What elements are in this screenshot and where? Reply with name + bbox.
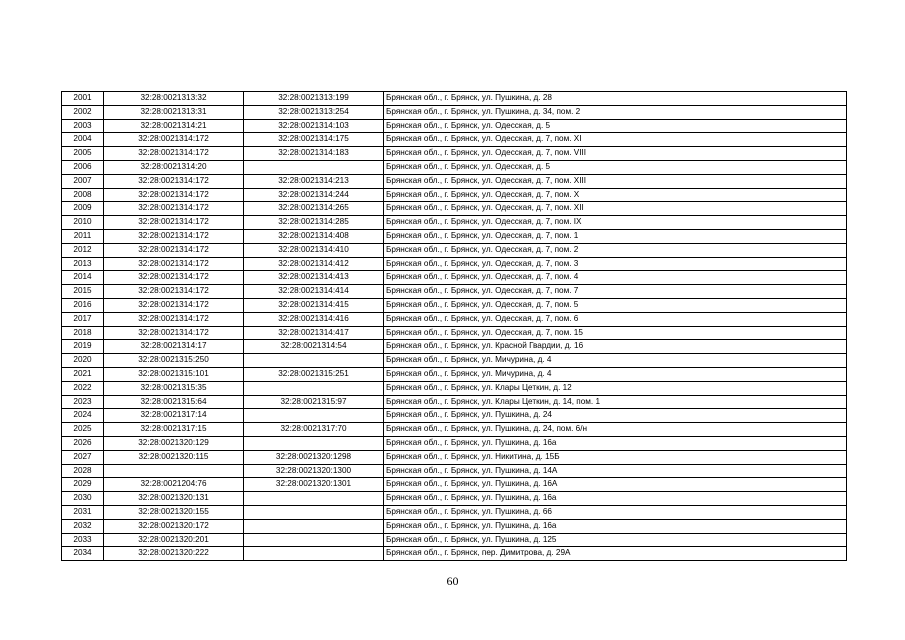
- object-cadastral-number-cell: [244, 409, 384, 423]
- address-cell: Брянская обл., г. Брянск, ул. Пушкина, д. 16А: [384, 478, 847, 492]
- object-cadastral-number-cell: [244, 505, 384, 519]
- table-row: [62, 174, 847, 188]
- table-row: [62, 354, 847, 368]
- row-number-cell: 2013: [62, 257, 104, 271]
- row-number-cell: 2024: [62, 409, 104, 423]
- row-number-cell: 2031: [62, 505, 104, 519]
- object-cadastral-number-cell: 32:28:0021315:251: [244, 367, 384, 381]
- address-cell: Брянская обл., г. Брянск, ул. Одесская, д. 7, пом. IX: [384, 216, 847, 230]
- table-row: [62, 119, 847, 133]
- address-cell: Брянская обл., г. Брянск, ул. Пушкина, д. 66: [384, 505, 847, 519]
- address-cell: Брянская обл., г. Брянск, ул. Одесская, д. 7, пом. X: [384, 188, 847, 202]
- table-row: [62, 257, 847, 271]
- object-cadastral-number-cell: 32:28:0021314:54: [244, 340, 384, 354]
- object-cadastral-number-cell: 32:28:0021314:285: [244, 216, 384, 230]
- row-number-cell: 2025: [62, 423, 104, 437]
- table-row: [62, 271, 847, 285]
- row-number-cell: 2018: [62, 326, 104, 340]
- land-cadastral-number-cell: 32:28:0021314:172: [104, 326, 244, 340]
- address-cell: Брянская обл., г. Брянск, ул. Пушкина, д. 125: [384, 533, 847, 547]
- address-cell: Брянская обл., г. Брянск, ул. Никитина, д. 15Б: [384, 450, 847, 464]
- row-number-cell: 2019: [62, 340, 104, 354]
- object-cadastral-number-cell: [244, 492, 384, 506]
- object-cadastral-number-cell: 32:28:0021314:408: [244, 229, 384, 243]
- table-row: [62, 395, 847, 409]
- land-cadastral-number-cell: 32:28:0021314:172: [104, 216, 244, 230]
- object-cadastral-number-cell: 32:28:0021314:213: [244, 174, 384, 188]
- row-number-cell: 2017: [62, 312, 104, 326]
- object-cadastral-number-cell: 32:28:0021314:413: [244, 271, 384, 285]
- land-cadastral-number-cell: 32:28:0021317:14: [104, 409, 244, 423]
- table-row: [62, 381, 847, 395]
- land-cadastral-number-cell: 32:28:0021314:17: [104, 340, 244, 354]
- object-cadastral-number-cell: [244, 381, 384, 395]
- address-cell: Брянская обл., г. Брянск, ул. Одесская, д. 7, пом. VIII: [384, 147, 847, 161]
- row-number-cell: 2022: [62, 381, 104, 395]
- object-cadastral-number-cell: 32:28:0021314:412: [244, 257, 384, 271]
- address-cell: Брянская обл., г. Брянск, ул. Пушкина, д. 16а: [384, 436, 847, 450]
- land-cadastral-number-cell: 32:28:0021320:131: [104, 492, 244, 506]
- land-cadastral-number-cell: 32:28:0021320:201: [104, 533, 244, 547]
- object-cadastral-number-cell: 32:28:0021315:97: [244, 395, 384, 409]
- land-cadastral-number-cell: 32:28:0021320:155: [104, 505, 244, 519]
- object-cadastral-number-cell: 32:28:0021314:410: [244, 243, 384, 257]
- land-cadastral-number-cell: 32:28:0021314:172: [104, 188, 244, 202]
- land-cadastral-number-cell: 32:28:0021315:64: [104, 395, 244, 409]
- land-cadastral-number-cell: 32:28:0021314:172: [104, 147, 244, 161]
- table-row: [62, 533, 847, 547]
- row-number-cell: 2009: [62, 202, 104, 216]
- row-number-cell: 2021: [62, 367, 104, 381]
- table-row: [62, 188, 847, 202]
- object-cadastral-number-cell: 32:28:0021314:414: [244, 285, 384, 299]
- object-cadastral-number-cell: 32:28:0021314:244: [244, 188, 384, 202]
- object-cadastral-number-cell: 32:28:0021314:416: [244, 312, 384, 326]
- row-number-cell: 2026: [62, 436, 104, 450]
- land-cadastral-number-cell: 32:28:0021320:129: [104, 436, 244, 450]
- row-number-cell: 2007: [62, 174, 104, 188]
- object-cadastral-number-cell: [244, 354, 384, 368]
- table-row: [62, 312, 847, 326]
- land-cadastral-number-cell: 32:28:0021320:172: [104, 519, 244, 533]
- land-cadastral-number-cell: 32:28:0021314:172: [104, 174, 244, 188]
- row-number-cell: 2008: [62, 188, 104, 202]
- table-row: [62, 243, 847, 257]
- object-cadastral-number-cell: 32:28:0021320:1300: [244, 464, 384, 478]
- land-cadastral-number-cell: 32:28:0021315:35: [104, 381, 244, 395]
- table-row: [62, 133, 847, 147]
- row-number-cell: 2020: [62, 354, 104, 368]
- row-number-cell: 2003: [62, 119, 104, 133]
- page-number: 60: [446, 574, 459, 588]
- address-cell: Брянская обл., г. Брянск, ул. Одесская, д. 7, пом. 15: [384, 326, 847, 340]
- address-cell: Брянская обл., г. Брянск, ул. Пушкина, д. 16а: [384, 519, 847, 533]
- table-row: [62, 547, 847, 561]
- object-cadastral-number-cell: 32:28:0021314:265: [244, 202, 384, 216]
- row-number-cell: 2006: [62, 160, 104, 174]
- row-number-cell: 2011: [62, 229, 104, 243]
- land-cadastral-number-cell: [104, 464, 244, 478]
- object-cadastral-number-cell: 32:28:0021314:175: [244, 133, 384, 147]
- object-cadastral-number-cell: 32:28:0021314:417: [244, 326, 384, 340]
- table-row: [62, 105, 847, 119]
- row-number-cell: 2030: [62, 492, 104, 506]
- row-number-cell: 2028: [62, 464, 104, 478]
- object-cadastral-number-cell: [244, 160, 384, 174]
- land-cadastral-number-cell: 32:28:0021314:172: [104, 312, 244, 326]
- address-cell: Брянская обл., г. Брянск, ул. Клары Цеткин, д. 12: [384, 381, 847, 395]
- row-number-cell: 2023: [62, 395, 104, 409]
- address-cell: Брянская обл., г. Брянск, ул. Красной Гвардии, д. 16: [384, 340, 847, 354]
- row-number-cell: 2001: [62, 92, 104, 106]
- land-cadastral-number-cell: 32:28:0021315:101: [104, 367, 244, 381]
- object-cadastral-number-cell: 32:28:0021313:254: [244, 105, 384, 119]
- row-number-cell: 2015: [62, 285, 104, 299]
- address-cell: Брянская обл., г. Брянск, ул. Пушкина, д. 14А: [384, 464, 847, 478]
- land-cadastral-number-cell: 32:28:0021313:32: [104, 92, 244, 106]
- land-cadastral-number-cell: 32:28:0021314:172: [104, 257, 244, 271]
- land-cadastral-number-cell: 32:28:0021320:222: [104, 547, 244, 561]
- row-number-cell: 2029: [62, 478, 104, 492]
- address-cell: Брянская обл., г. Брянск, ул. Пушкина, д. 24, пом. 6/н: [384, 423, 847, 437]
- row-number-cell: 2034: [62, 547, 104, 561]
- table-row: [62, 160, 847, 174]
- land-cadastral-number-cell: 32:28:0021314:172: [104, 285, 244, 299]
- land-cadastral-number-cell: 32:28:0021314:20: [104, 160, 244, 174]
- document-table-container: [61, 91, 846, 561]
- address-cell: Брянская обл., г. Брянск, ул. Одесская, д. 7, пом. 4: [384, 271, 847, 285]
- object-cadastral-number-cell: 32:28:0021314:415: [244, 298, 384, 312]
- row-number-cell: 2027: [62, 450, 104, 464]
- land-cadastral-number-cell: 32:28:0021314:172: [104, 243, 244, 257]
- address-cell: Брянская обл., г. Брянск, ул. Одесская, д. 7, пом. 2: [384, 243, 847, 257]
- object-cadastral-number-cell: 32:28:0021317:70: [244, 423, 384, 437]
- land-cadastral-number-cell: 32:28:0021314:172: [104, 271, 244, 285]
- address-cell: Брянская обл., г. Брянск, ул. Одесская, д. 7, пом. 3: [384, 257, 847, 271]
- table-row: [62, 478, 847, 492]
- land-cadastral-number-cell: 32:28:0021314:172: [104, 202, 244, 216]
- land-cadastral-number-cell: 32:28:0021317:15: [104, 423, 244, 437]
- table-row: [62, 229, 847, 243]
- table-row: [62, 423, 847, 437]
- cadastral-table: [61, 91, 847, 561]
- row-number-cell: 2012: [62, 243, 104, 257]
- table-row: [62, 464, 847, 478]
- address-cell: Брянская обл., г. Брянск, ул. Одесская, д. 7, пом. XI: [384, 133, 847, 147]
- row-number-cell: 2004: [62, 133, 104, 147]
- table-row: [62, 409, 847, 423]
- object-cadastral-number-cell: 32:28:0021314:103: [244, 119, 384, 133]
- table-row: [62, 202, 847, 216]
- land-cadastral-number-cell: 32:28:0021314:21: [104, 119, 244, 133]
- table-row: [62, 505, 847, 519]
- table-row: [62, 492, 847, 506]
- table-row: [62, 326, 847, 340]
- table-row: [62, 92, 847, 106]
- table-row: [62, 519, 847, 533]
- address-cell: Брянская обл., г. Брянск, ул. Пушкина, д. 34, пом. 2: [384, 105, 847, 119]
- table-body: [62, 92, 847, 561]
- object-cadastral-number-cell: 32:28:0021313:199: [244, 92, 384, 106]
- row-number-cell: 2002: [62, 105, 104, 119]
- object-cadastral-number-cell: [244, 547, 384, 561]
- row-number-cell: 2014: [62, 271, 104, 285]
- object-cadastral-number-cell: [244, 436, 384, 450]
- table-row: [62, 147, 847, 161]
- table-row: [62, 285, 847, 299]
- land-cadastral-number-cell: 32:28:0021315:250: [104, 354, 244, 368]
- address-cell: Брянская обл., г. Брянск, ул. Мичурина, д. 4: [384, 367, 847, 381]
- row-number-cell: 2016: [62, 298, 104, 312]
- table-row: [62, 367, 847, 381]
- table-row: [62, 450, 847, 464]
- object-cadastral-number-cell: [244, 533, 384, 547]
- table-row: [62, 436, 847, 450]
- object-cadastral-number-cell: 32:28:0021314:183: [244, 147, 384, 161]
- address-cell: Брянская обл., г. Брянск, ул. Одесская, д. 7, пом. 7: [384, 285, 847, 299]
- land-cadastral-number-cell: 32:28:0021320:115: [104, 450, 244, 464]
- address-cell: Брянская обл., г. Брянск, ул. Одесская, д. 7, пом. 1: [384, 229, 847, 243]
- address-cell: Брянская обл., г. Брянск, пер. Димитрова, д. 29А: [384, 547, 847, 561]
- address-cell: Брянская обл., г. Брянск, ул. Одесская, д. 7, пом. 5: [384, 298, 847, 312]
- address-cell: Брянская обл., г. Брянск, ул. Пушкина, д. 28: [384, 92, 847, 106]
- row-number-cell: 2010: [62, 216, 104, 230]
- table-row: [62, 340, 847, 354]
- land-cadastral-number-cell: 32:28:0021314:172: [104, 298, 244, 312]
- land-cadastral-number-cell: 32:28:0021314:172: [104, 133, 244, 147]
- land-cadastral-number-cell: 32:28:0021204:76: [104, 478, 244, 492]
- address-cell: Брянская обл., г. Брянск, ул. Пушкина, д. 24: [384, 409, 847, 423]
- address-cell: Брянская обл., г. Брянск, ул. Одесская, д. 7, пом. 6: [384, 312, 847, 326]
- address-cell: Брянская обл., г. Брянск, ул. Одесская, д. 7, пом. XIII: [384, 174, 847, 188]
- object-cadastral-number-cell: 32:28:0021320:1298: [244, 450, 384, 464]
- table-row: [62, 298, 847, 312]
- object-cadastral-number-cell: [244, 519, 384, 533]
- address-cell: Брянская обл., г. Брянск, ул. Одесская, д. 5: [384, 160, 847, 174]
- row-number-cell: 2032: [62, 519, 104, 533]
- address-cell: Брянская обл., г. Брянск, ул. Одесская, д. 7, пом. XII: [384, 202, 847, 216]
- address-cell: Брянская обл., г. Брянск, ул. Одесская, д. 5: [384, 119, 847, 133]
- table-row: [62, 216, 847, 230]
- row-number-cell: 2033: [62, 533, 104, 547]
- address-cell: Брянская обл., г. Брянск, ул. Клары Цеткин, д. 14, пом. 1: [384, 395, 847, 409]
- address-cell: Брянская обл., г. Брянск, ул. Мичурина, д. 4: [384, 354, 847, 368]
- address-cell: Брянская обл., г. Брянск, ул. Пушкина, д. 16а: [384, 492, 847, 506]
- land-cadastral-number-cell: 32:28:0021313:31: [104, 105, 244, 119]
- land-cadastral-number-cell: 32:28:0021314:172: [104, 229, 244, 243]
- row-number-cell: 2005: [62, 147, 104, 161]
- object-cadastral-number-cell: 32:28:0021320:1301: [244, 478, 384, 492]
